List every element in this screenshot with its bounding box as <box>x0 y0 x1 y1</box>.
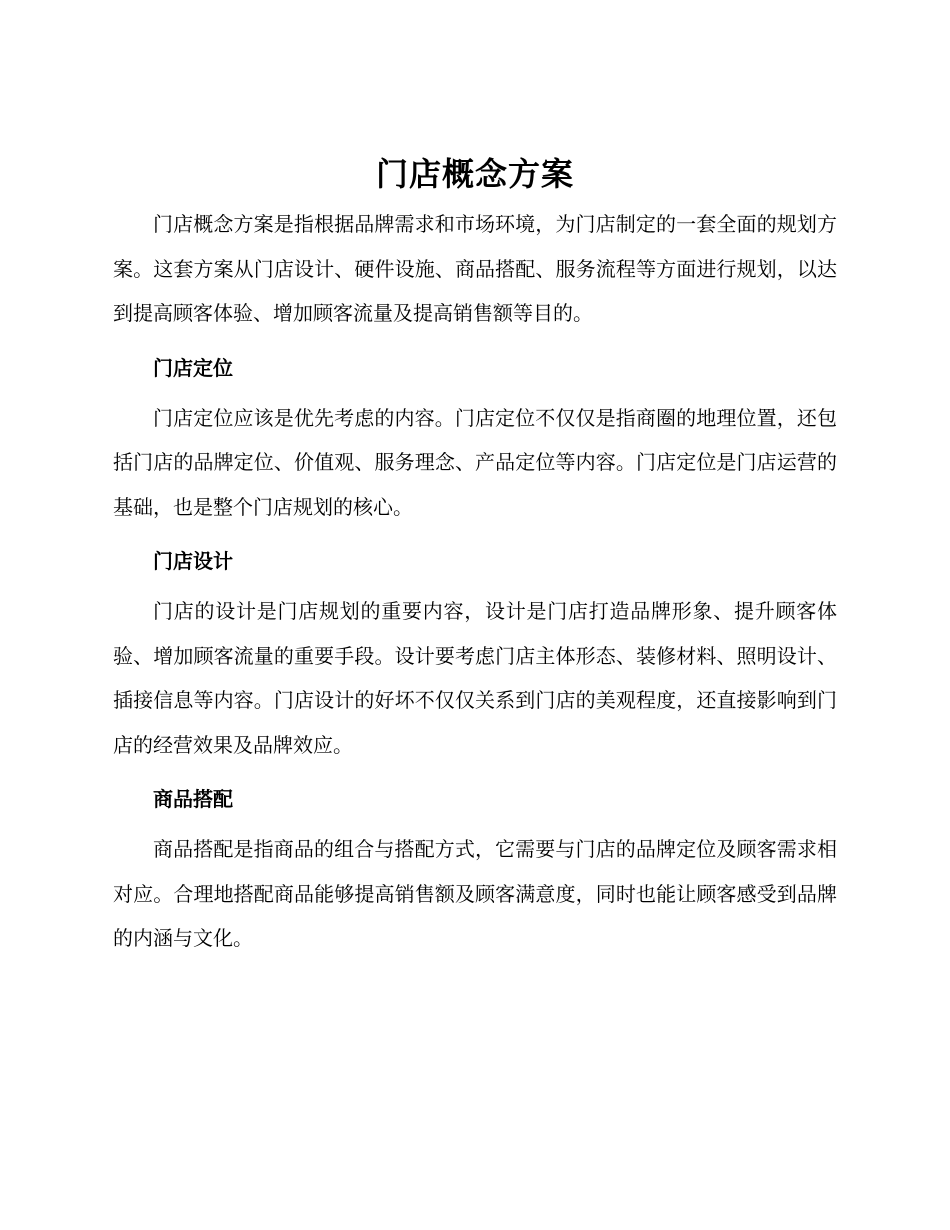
section-store-design <box>113 539 837 767</box>
document-page <box>113 148 837 961</box>
section-paragraph: 门店定位应该是优先考虑的内容。门店定位不仅仅是指商圈的地理位置，还包括门店的品牌定位、价值观、服务理念、产品定位等内容。门店定位是门店运营的基础，也是整个门店规划的核心。 <box>113 405 837 519</box>
intro-paragraph: 门店概念方案是指根据品牌需求和市场环境，为门店制定的一套全面的规划方案。这套方案从门店设计、硬件设施、商品搭配、服务流程等方面进行规划，以达到提高顾客体验、增加顾客流量及提高销售额等目的。 <box>113 212 837 325</box>
section-store-positioning <box>113 346 837 530</box>
document-title: 门店概念方案 <box>375 155 574 193</box>
section-heading: 门店定位 <box>153 355 233 380</box>
section-merchandise-mix <box>113 777 837 961</box>
section-paragraph: 门店的设计是门店规划的重要内容，设计是门店打造品牌形象、提升顾客体验、增加顾客流量的重要手段。设计要考虑门店主体形态、装修材料、照明设计、插接信息等内容。门店设计的好坏不仅仅关系到门店的美观程度，还直接影响到门店的经营效果及品牌效应。 <box>113 599 837 757</box>
section-heading: 门店设计 <box>153 549 233 573</box>
section-heading: 商品搭配 <box>153 787 233 811</box>
section-paragraph: 商品搭配是指商品的组合与搭配方式，它需要与门店的品牌定位及顾客需求相对应。合理地搭配商品能够提高销售额及顾客满意度，同时也能让顾客感受到品牌的内涵与文化。 <box>113 837 837 950</box>
